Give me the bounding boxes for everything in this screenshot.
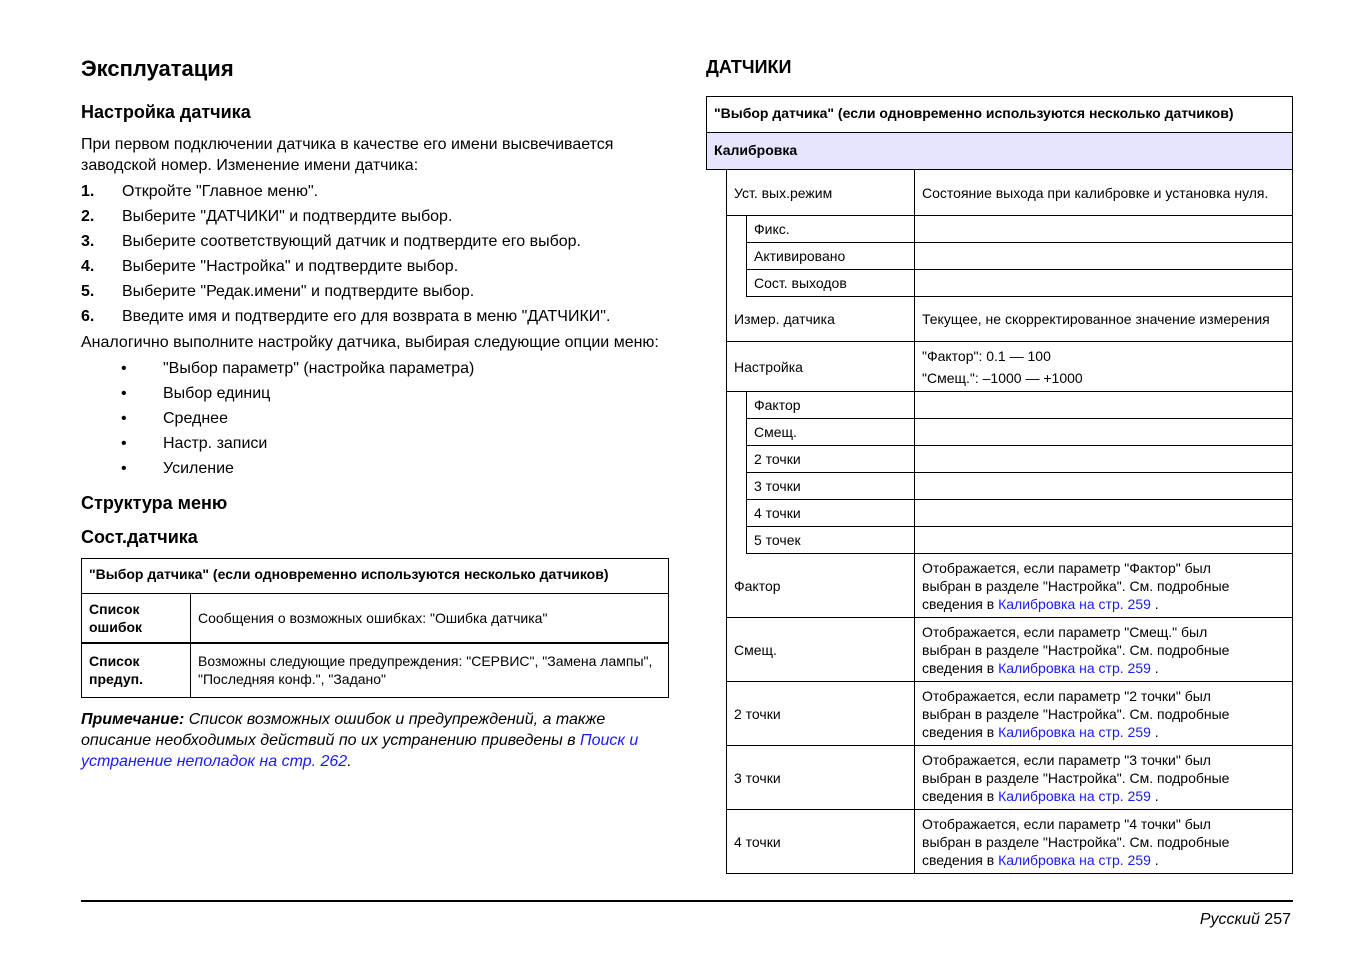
options-intro: Аналогично выполните настройку датчика, выбирая следующие опции меню: — [81, 334, 659, 351]
calibration-link[interactable]: Калибровка на стр. 259 — [998, 851, 1151, 868]
bullet: • — [121, 360, 127, 377]
calibration-header: Калибровка — [706, 133, 1293, 170]
menu-option-label: Фикс. — [746, 216, 914, 243]
description-line: Текущее, не скорректированное значение измерения — [922, 311, 1270, 327]
menu-option-description — [914, 270, 1293, 297]
table-row — [706, 473, 1293, 500]
menu-option-description — [914, 746, 1293, 810]
menu-option-label: Настройка — [726, 342, 914, 392]
menu-option-description — [914, 682, 1293, 746]
menu-option-description — [914, 392, 1293, 419]
menu-option-description — [914, 342, 1293, 392]
description-line: сведения в Калибровка на стр. 259 . — [922, 723, 1159, 740]
list-item: • Усиление — [81, 459, 671, 479]
menu-option-label: Сост. выходов — [746, 270, 914, 297]
menu-option-label: 4 точки — [746, 500, 914, 527]
note: Примечание: Список возможных ошибок и предупреждений, а также описание необходимых действий по их устранению приведены в Поиск и устранение неполадок на стр. 262. — [81, 710, 639, 770]
options-list — [81, 359, 671, 479]
description-line: Состояние выхода при калибровке и установка нуля. — [922, 184, 1269, 201]
sensors-title: ДАТЧИКИ — [706, 57, 792, 77]
description-line: "Смещ.": –1000 — +1000 — [922, 369, 1083, 386]
note-label: Примечание: — [81, 710, 185, 728]
bullet: • — [121, 410, 127, 427]
section-title-menu-structure: Структура меню — [81, 493, 228, 513]
table-row — [706, 618, 1293, 682]
table-row — [706, 746, 1293, 810]
table-row — [82, 594, 669, 644]
table-value: Возможны следующие предупреждения: "СЕРВИС", "Замена лампы", "Последняя конф.", "Задано" — [191, 643, 669, 697]
table-row — [706, 216, 1293, 243]
footer — [1200, 910, 1291, 930]
menu-option-description — [914, 297, 1293, 342]
page-title: Эксплуатация — [81, 56, 234, 81]
menu-option-label: Активировано — [746, 243, 914, 270]
menu-option-label: 2 точки — [746, 446, 914, 473]
table-row — [706, 500, 1293, 527]
right-column — [706, 52, 1293, 874]
menu-option-label: 5 точек — [746, 527, 914, 554]
sensor-status-table — [81, 558, 669, 698]
list-item: 4. Выберите "Настройка" и подтвердите выбор. — [81, 258, 459, 275]
table-row — [706, 392, 1293, 419]
list-item: • Настр. записи — [81, 434, 671, 454]
table-row — [706, 527, 1293, 554]
list-item: • Выбор единиц — [81, 384, 671, 404]
menu-option-description — [914, 446, 1293, 473]
page-number: 257 — [1264, 911, 1291, 928]
steps-list — [81, 182, 671, 327]
menu-option-description — [914, 618, 1293, 682]
calibration-link[interactable]: Калибровка на стр. 259 — [998, 595, 1151, 612]
description-line: сведения в Калибровка на стр. 259 . — [922, 851, 1159, 868]
table-row — [706, 270, 1293, 297]
calibration-link[interactable]: Калибровка на стр. 259 — [998, 787, 1151, 804]
intro-paragraph: При первом подключении датчика в качестве его имени высвечивается заводской номер. Изменение имени датчика: — [81, 136, 614, 174]
footer-language: Русский — [1199, 911, 1260, 928]
calibration-link[interactable]: Калибровка на стр. 259 — [998, 659, 1151, 676]
table-key: Список предуп. — [82, 643, 191, 697]
menu-option-label: Измер. датчика — [726, 297, 914, 342]
section-title-sensor-status: Сост.датчика — [81, 527, 198, 547]
menu-option-label: 4 точки — [726, 810, 914, 874]
table-key: Список ошибок — [82, 594, 191, 644]
table-row — [706, 446, 1293, 473]
calibration-link[interactable]: Калибровка на стр. 259 — [998, 723, 1151, 740]
troubleshooting-link[interactable]: Поиск и устранение неполадок на стр. 262 — [81, 731, 639, 770]
description-line: выбран в разделе "Настройка". См. подробные — [922, 705, 1230, 722]
list-item: 3. Выберите соответствующий датчик и подтвердите его выбор. — [81, 233, 581, 250]
menu-option-description — [914, 810, 1293, 874]
description-line: Отображается, если параметр "Фактор" был — [922, 559, 1211, 576]
table-value: Сообщения о возможных ошибках: "Ошибка датчика" — [191, 594, 669, 644]
table-row — [82, 643, 669, 697]
menu-option-description — [914, 243, 1293, 270]
table-row — [706, 554, 1293, 618]
list-item: • "Выбор параметр" (настройка параметра) — [81, 359, 671, 379]
menu-option-label: 3 точки — [726, 746, 914, 810]
menu-option-label: Фактор — [726, 554, 914, 618]
menu-option-description — [914, 500, 1293, 527]
menu-option-description — [914, 554, 1293, 618]
description-line: "Фактор": 0.1 — 100 — [922, 347, 1051, 364]
description-line: выбран в разделе "Настройка". См. подробные — [922, 641, 1230, 658]
menu-option-description — [914, 473, 1293, 500]
table-rows — [706, 170, 1293, 874]
menu-option-label: 2 точки — [726, 682, 914, 746]
menu-option-description — [914, 419, 1293, 446]
list-item: • Среднее — [81, 409, 671, 429]
footer-rule — [81, 900, 1293, 902]
menu-option-label: Уст. вых.режим — [726, 170, 914, 216]
description-line: выбран в разделе "Настройка". См. подробные — [922, 577, 1230, 594]
description-line: сведения в Калибровка на стр. 259 . — [922, 659, 1159, 676]
description-line: Отображается, если параметр "Смещ." был — [922, 623, 1208, 640]
bullet: • — [121, 435, 127, 452]
table-row — [706, 342, 1293, 392]
description-line: сведения в Калибровка на стр. 259 . — [922, 787, 1159, 804]
table-row — [706, 297, 1293, 342]
table-header: "Выбор датчика" (если одновременно используются несколько датчиков) — [706, 96, 1293, 133]
description-line: сведения в Калибровка на стр. 259 . — [922, 595, 1159, 612]
table-row — [706, 243, 1293, 270]
list-item: 1. Откройте "Главное меню". — [81, 183, 319, 200]
table-row — [706, 419, 1293, 446]
menu-option-description — [914, 170, 1293, 216]
left-column — [81, 52, 671, 772]
list-item: 2. Выберите "ДАТЧИКИ" и подтвердите выбор. — [81, 208, 453, 225]
table-row — [706, 682, 1293, 746]
description-line: выбран в разделе "Настройка". См. подробные — [922, 833, 1230, 850]
menu-option-description — [914, 527, 1293, 554]
menu-option-label: Фактор — [746, 392, 914, 419]
menu-option-label: 3 точки — [746, 473, 914, 500]
list-item: 5. Выберите "Редак.имени" и подтвердите выбор. — [81, 283, 475, 300]
menu-option-description — [914, 216, 1293, 243]
description-line: Отображается, если параметр "4 точки" был — [922, 815, 1211, 832]
table-header: "Выбор датчика" (если одновременно используются несколько датчиков) — [82, 559, 669, 594]
note-text: Список возможных ошибок и предупреждений, а также описание необходимых действий по их устранению приведены в — [81, 710, 606, 749]
section-title-sensor-setup: Настройка датчика — [81, 102, 251, 122]
table-row — [706, 170, 1293, 216]
menu-option-label: Смещ. — [746, 419, 914, 446]
list-item: 6. Введите имя и подтвердите его для возврата в меню "ДАТЧИКИ". — [81, 308, 611, 325]
bullet: • — [121, 460, 127, 477]
menu-option-label: Смещ. — [726, 618, 914, 682]
bullet: • — [121, 385, 127, 402]
sensors-menu-table — [706, 96, 1293, 874]
description-line: Отображается, если параметр "2 точки" был — [922, 687, 1211, 704]
description-line: Отображается, если параметр "3 точки" был — [922, 751, 1211, 768]
description-line: выбран в разделе "Настройка". См. подробные — [922, 769, 1230, 786]
table-row — [706, 810, 1293, 874]
